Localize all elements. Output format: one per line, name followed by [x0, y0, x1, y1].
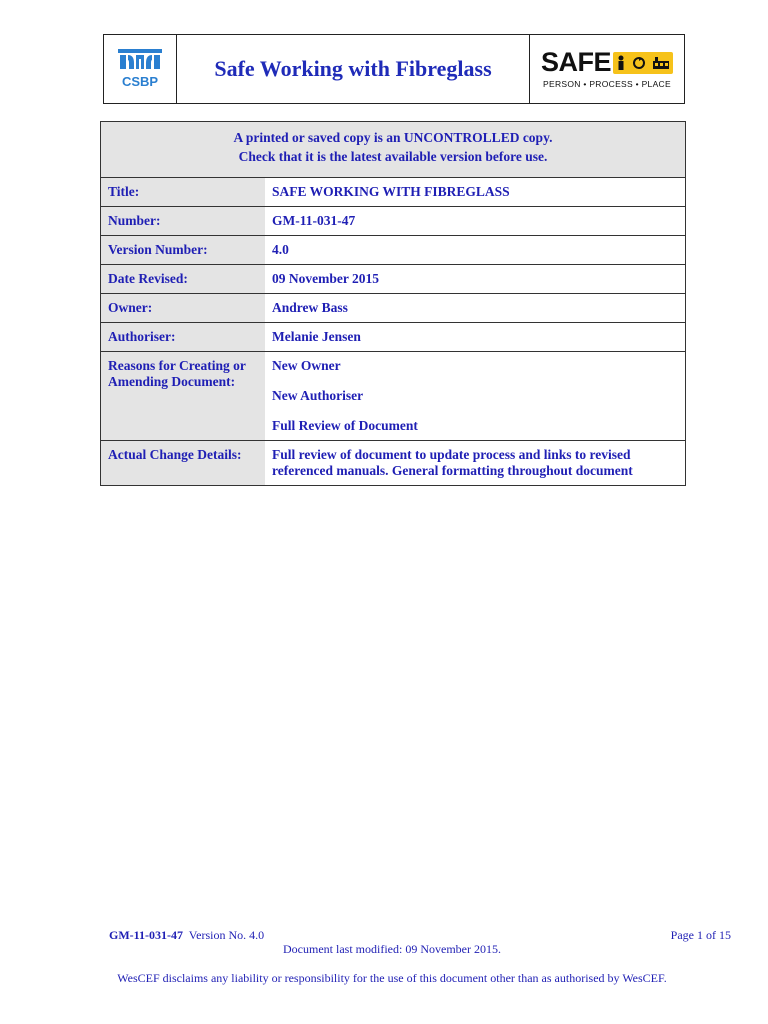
person-icon: [616, 55, 626, 71]
document-header: [103, 34, 685, 104]
safe-badge-icon: [613, 52, 673, 74]
logo-text: CSBP: [121, 74, 159, 89]
row-label: Version Number:: [101, 236, 266, 265]
row-label: Title:: [101, 178, 266, 207]
row-value: SAFE WORKING WITH FIBREGLASS: [265, 178, 686, 207]
reason-item: New Owner: [272, 358, 341, 373]
safe-logo-tagline: PERSON • PROCESS • PLACE: [543, 79, 671, 89]
footer-last-modified: Document last modified: 09 November 2015.: [283, 942, 501, 956]
row-label: Date Revised:: [101, 265, 266, 294]
document-title: Safe Working with Fibreglass: [177, 35, 530, 103]
footer-disclaimer: WesCEF disclaims any liability or responsibility for the use of this document other than as authorised by WesCEF.: [117, 971, 667, 985]
row-label: Number:: [101, 207, 266, 236]
row-value: Full review of document to update process and links to revised referenced manuals. General formatting throughout document: [265, 441, 686, 486]
row-value: GM-11-031-47: [265, 207, 686, 236]
table-row: [101, 265, 686, 294]
footer-doc-number: GM-11-031-47: [109, 928, 183, 942]
row-label: Reasons for Creating or Amending Document:: [101, 352, 266, 441]
table-row: [101, 441, 686, 486]
row-label: Authoriser:: [101, 323, 266, 352]
reason-item: New Authoriser: [272, 388, 364, 403]
notice-line-1: A printed or saved copy is an UNCONTROLLED copy.: [233, 130, 553, 145]
safe-logo-word: SAFE: [540, 47, 611, 77]
csbp-logo: [104, 35, 177, 103]
table-row: [101, 207, 686, 236]
row-value-list: [265, 352, 686, 441]
uncontrolled-copy-notice: [101, 122, 686, 178]
notice-row: [101, 122, 686, 178]
place-icon: [652, 57, 670, 69]
row-value: 09 November 2015: [265, 265, 686, 294]
csbp-logo-icon: [114, 46, 166, 92]
row-value: Melanie Jensen: [265, 323, 686, 352]
process-icon: [632, 56, 646, 70]
footer-doc-info: [109, 928, 264, 943]
table-row: [101, 323, 686, 352]
row-label: Owner:: [101, 294, 266, 323]
row-value: 4.0: [265, 236, 686, 265]
row-value: Andrew Bass: [265, 294, 686, 323]
row-label: Actual Change Details:: [101, 441, 266, 486]
table-row: [101, 352, 686, 441]
safe-logo: [530, 35, 684, 103]
reason-item: Full Review of Document: [272, 418, 418, 433]
document-info-table: [100, 121, 686, 486]
table-row: [101, 178, 686, 207]
footer-page-number: Page 1 of 15: [670, 928, 731, 942]
footer-version: Version No. 4.0: [188, 928, 265, 942]
table-row: [101, 294, 686, 323]
table-row: [101, 236, 686, 265]
notice-line-2: Check that it is the latest available version before use.: [238, 149, 548, 164]
